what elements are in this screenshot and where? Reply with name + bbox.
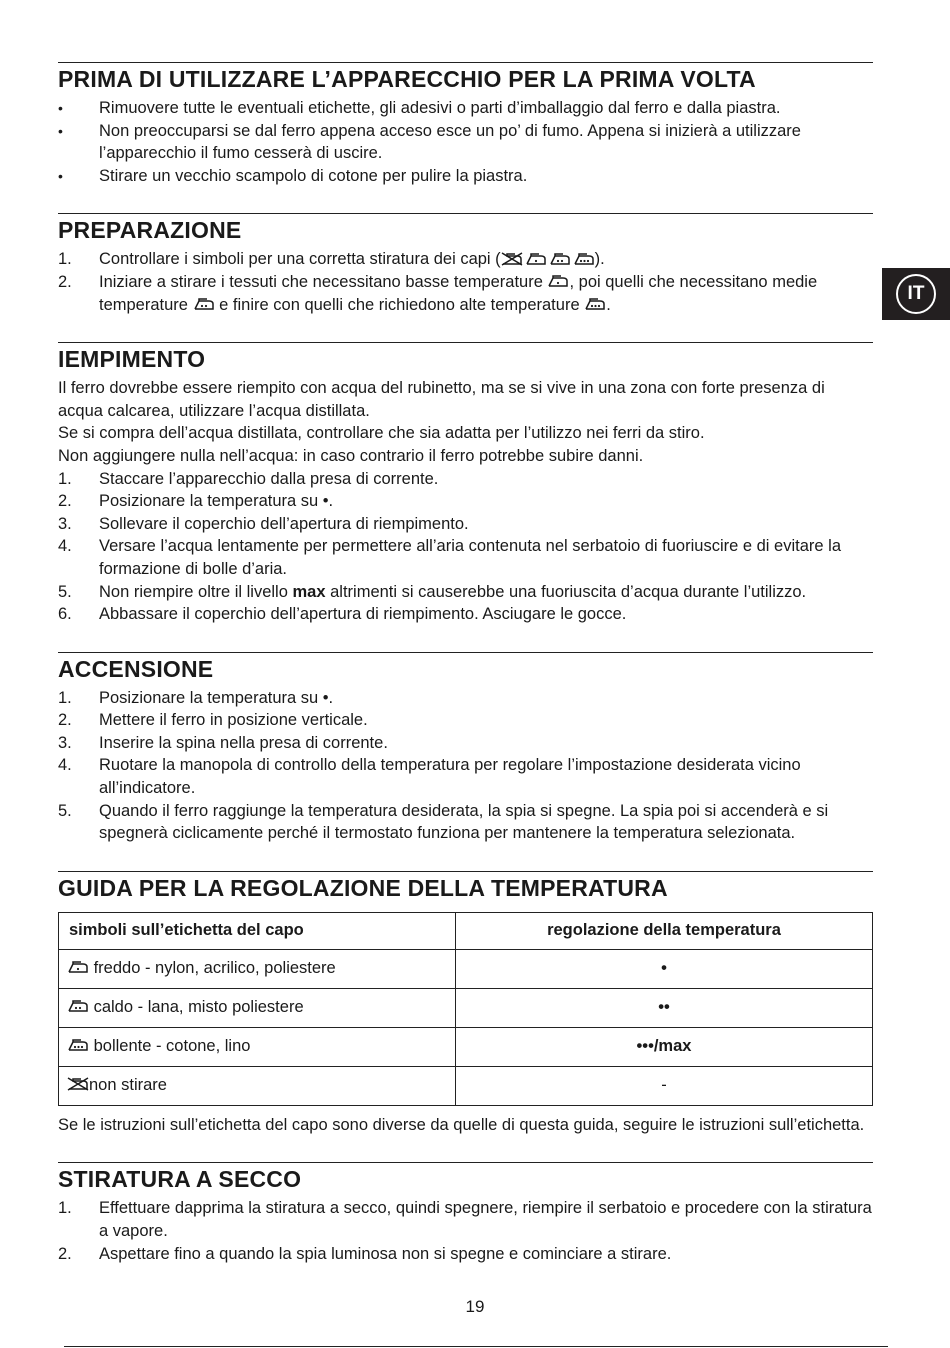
section-title: GUIDA PER LA REGOLAZIONE DELLA TEMPERATURA: [58, 874, 668, 901]
iron-3dot-icon: [67, 1038, 89, 1052]
list-item: 1. Posizionare la temperatura su •.: [58, 688, 334, 707]
list-item: 6. Abbassare il coperchio dell’apertura di riempimento. Asciugare le gocce.: [58, 605, 627, 624]
page-content: [58, 62, 873, 1291]
paragraph: Se si compra dell’acqua distillata, controllare che sia adatta per l’utilizzo nei ferri da stiro.: [58, 424, 705, 443]
language-tab: [882, 268, 950, 320]
list-item: 2. Mettere il ferro in posizione verticale.: [58, 711, 368, 730]
list-item: 2. Iniziare a stirare i tessuti che necessitano basse temperature , poi quelli che necessitano medie temperature e finire con quelli che richiedono alte temperature .: [58, 272, 818, 314]
iron-3dot-icon: [573, 252, 595, 266]
section-first-use: [58, 62, 873, 187]
table-row: [59, 988, 873, 1027]
paragraph: Il ferro dovrebbe essere riempito con acqua del rubinetto, ma se si vive in una zona con forte presenza di acqua calcarea, utilizzare l’acqua distillata.: [58, 379, 825, 420]
temperature-table: [58, 912, 873, 1106]
list-item: 2. Posizionare la temperatura su •.: [58, 492, 334, 511]
section-switch-on: [58, 652, 873, 845]
row-label: freddo - nylon, acrilico, poliestere: [93, 959, 336, 978]
iron-2dot-icon: [549, 252, 571, 266]
table-row: [59, 1027, 873, 1066]
list-item: 4. Versare l’acqua lentamente per permettere all’aria contenuta nel serbatoio di fuoriuscire e di evitare la formazione di bolle d’aria.: [58, 537, 842, 578]
section-divider: [58, 62, 873, 63]
section-title: PREPARAZIONE: [58, 217, 242, 244]
language-badge: IT: [896, 274, 936, 314]
paragraph: Non aggiungere nulla nell’acqua: in caso contrario il ferro potrebbe subire danni.: [58, 446, 644, 465]
numbered-list: [58, 1197, 873, 1265]
iron-1dot-icon: [67, 960, 89, 974]
table-header-symbols: simboli sull’etichetta del capo: [59, 912, 456, 949]
table-header-row: [59, 912, 873, 949]
iron-crossed-icon: [501, 252, 523, 266]
iron-2dot-icon: [193, 297, 215, 311]
list-item: 4. Ruotare la manopola di controllo della temperatura per regolare l’impostazione desiderata vicino all’indicatore.: [58, 756, 801, 798]
row-value: -: [456, 1066, 873, 1105]
numbered-list: [58, 687, 873, 845]
section-divider: [58, 213, 873, 214]
list-item: • Rimuovere tutte le eventuali etichette, gli adesivi o parti d’imballaggio dal ferro e dalla piastra.: [58, 99, 781, 117]
list-item: 3. Sollevare il coperchio dell’apertura di riempimento.: [58, 514, 469, 533]
row-value: •: [456, 949, 873, 988]
list-item: • Stirare un vecchio scampolo di cotone per pulire la piastra.: [58, 166, 528, 185]
bullet-list: [58, 97, 873, 187]
list-item: 5. Non riempire oltre il livello max altrimenti si causerebbe una fuoriuscita d’acqua durante l’utilizzo.: [58, 582, 807, 601]
list-item: • Non preoccuparsi se dal ferro appena acceso esce un po’ di fumo. Appena si inizierà a utilizzare l’apparecchio il fumo cesserà di uscire.: [58, 121, 801, 163]
page-number: 19: [465, 1297, 485, 1316]
iron-symbols-group: [501, 252, 595, 266]
list-item: 1. Controllare i simboli per una corretta stiratura dei capi ( ).: [58, 250, 605, 269]
iron-1dot-icon: [525, 252, 547, 266]
row-value: •••/max: [456, 1027, 873, 1066]
row-label: non stirare: [89, 1076, 167, 1095]
section-preparation: [58, 213, 873, 316]
list-item: 3. Inserire la spina nella presa di corrente.: [58, 733, 388, 752]
table-row: [59, 949, 873, 988]
row-label: caldo - lana, misto poliestere: [93, 998, 304, 1017]
section-title: STIRATURA A SECCO: [58, 1166, 302, 1193]
table-header-setting: regolazione della temperatura: [456, 912, 873, 949]
section-title: ACCENSIONE: [58, 655, 214, 682]
section-filling: [58, 342, 873, 626]
list-item: 2. Aspettare fino a quando la spia luminosa non si spegne e cominciare a stirare.: [58, 1244, 672, 1263]
section-divider: [58, 342, 873, 343]
iron-3dot-icon: [584, 297, 606, 311]
table-note: Se le istruzioni sull’etichetta del capo sono diverse da quelle di questa guida, seguire le istruzioni sull’etichetta.: [58, 1115, 865, 1134]
list-item: 5. Quando il ferro raggiunge la temperatura desiderata, la spia si spegne. La spia poi si accenderà e si spegnerà ciclicamente perché il termostato funziona per mantenere la temperatura selezionata.: [58, 801, 829, 843]
section-divider: [58, 1162, 873, 1163]
row-label: bollente - cotone, lino: [93, 1037, 251, 1056]
section-temperature-guide: [58, 871, 873, 1137]
section-dry-ironing: [58, 1162, 873, 1265]
numbered-list: [58, 248, 873, 316]
iron-2dot-icon: [67, 999, 89, 1013]
list-item: 1. Effettuare dapprima la stiratura a secco, quindi spegnere, riempire il serbatoio e procedere con la stiratura a vapore.: [58, 1199, 872, 1241]
table-row: [59, 1066, 873, 1105]
numbered-list: [58, 468, 873, 626]
section-title: IEMPIMENTO: [58, 346, 206, 373]
iron-crossed-icon: [67, 1077, 89, 1091]
row-value: ••: [456, 988, 873, 1027]
section-title: PRIMA DI UTILIZZARE L’APPARECCHIO PER LA PRIMA VOLTA: [58, 66, 756, 92]
section-divider: [58, 652, 873, 653]
list-item: 1. Staccare l’apparecchio dalla presa di corrente.: [58, 469, 439, 488]
iron-1dot-icon: [547, 274, 569, 288]
section-divider: [58, 871, 873, 872]
footer-divider: [64, 1346, 888, 1347]
